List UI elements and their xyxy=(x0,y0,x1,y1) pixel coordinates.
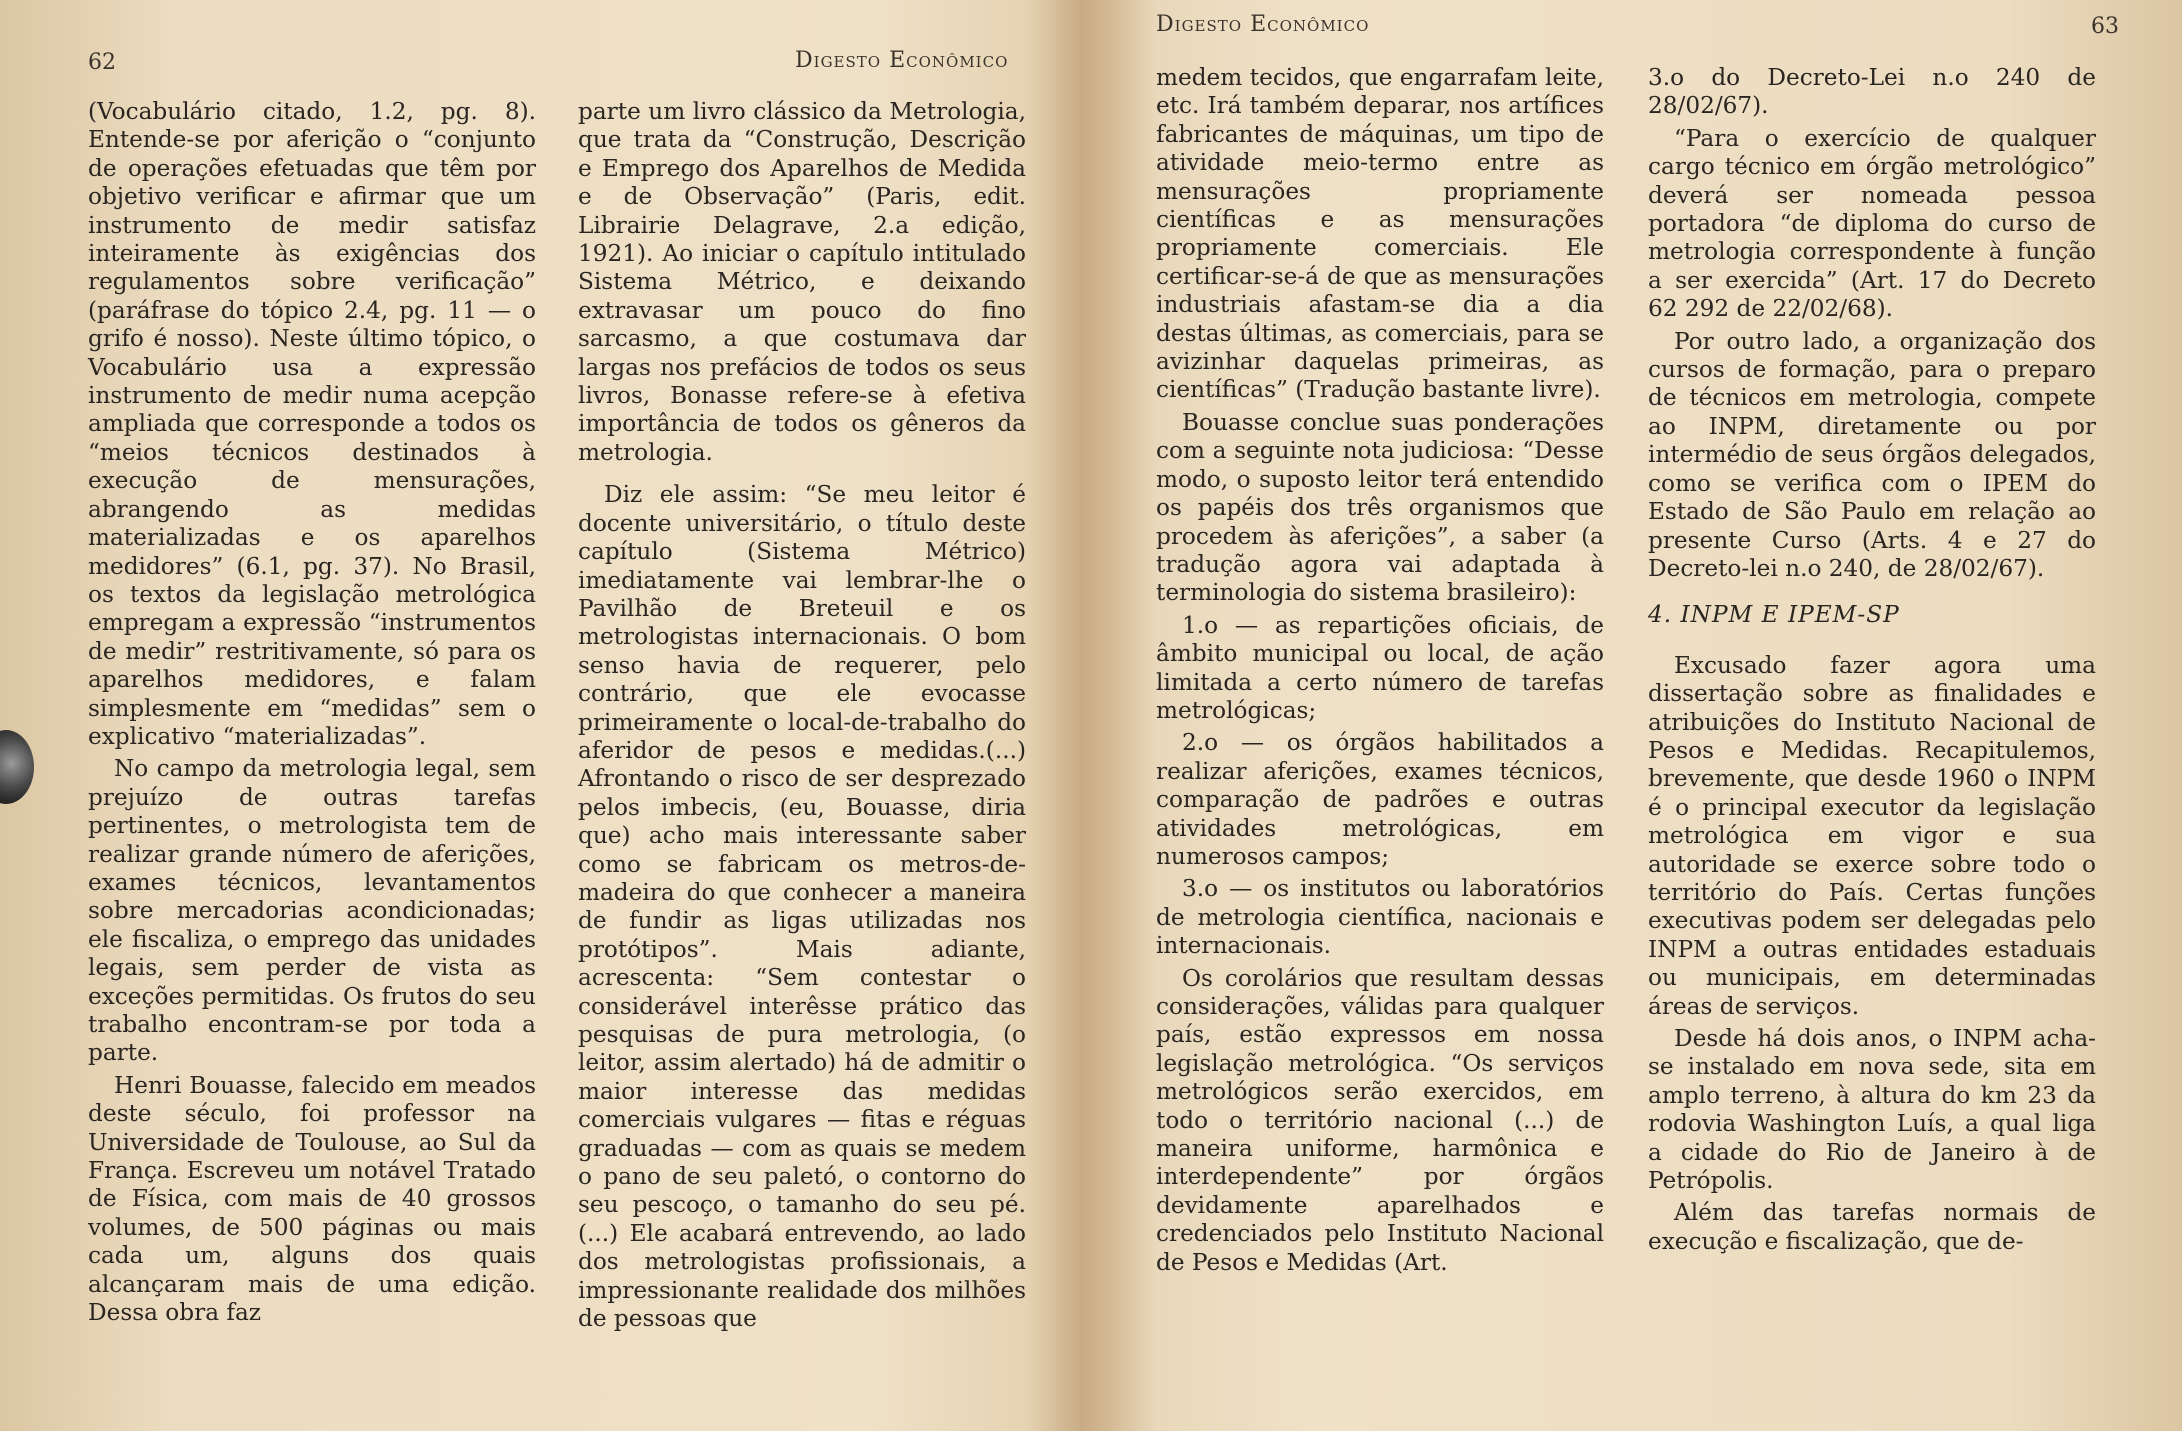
section-heading: 4. INPM E IPEM-SP xyxy=(1648,601,1900,629)
paragraph: No campo da metrologia legal, sem prejuízo de outras tarefas pertinentes, o metrologista tem de realizar grande número de aferições, exames técnicos, levantamentos sobre mercadorias acondicionadas; ele fiscaliza, o emprego das unidades legais, sem perder de vista as exceções permitidas. Os frutos do seu trabalho encontram-se por toda a parte. xyxy=(88,755,536,1067)
binding-ring-icon xyxy=(0,730,34,804)
left-page-column-1 xyxy=(88,98,536,1331)
paragraph: 3.o do Decreto-Lei n.o 240 de 28/02/67). xyxy=(1648,64,2096,120)
left-page-column-2 xyxy=(578,98,1026,1337)
list-item: 2.o — os órgãos habilitados a realizar aferições, exames técnicos, comparação de padrões e outras atividades metrológicas, em numerosos campos; xyxy=(1156,729,1604,870)
paragraph: medem tecidos, que engarrafam leite, etc. Irá também deparar, nos artífices fabricantes de máquinas, um tipo de atividade meio-termo entre as mensurações propriamente científicas e as mensurações propriamente comerciais. Ele certificar-se-á de que as mensurações industriais afastam-se dia a dia destas últimas, as comerciais, para se avizinhar daquelas primeiras, as científicas” (Tradução bastante livre). xyxy=(1156,64,1604,404)
paragraph: parte um livro clássico da Metrologia, que trata da “Construção, Descrição e Emprego dos Aparelhos de Medida e de Observação” (Paris, edit. Librairie Delagrave, 2.a edição, 1921). Ao iniciar o capítulo intitulado Sistema Métrico, e deixando extravasar um pouco do fino sarcasmo, a que costumava dar largas nos prefácios de todos os seus livros, Bonasse refere-se à efetiva importância de todos os gêneros da metrologia. xyxy=(578,98,1026,466)
paragraph: Os corolários que resultam dessas considerações, válidas para qualquer país, estão expressos em nossa legislação metrológica. “Os serviços metrológicos serão exercidos, em todo o território nacional (...) de maneira uniforme, harmônica e interdependente” por órgãos devidamente aparelhados e credenciados pelo Instituto Nacional de Pesos e Medidas (Art. xyxy=(1156,964,1604,1276)
right-page-column-2 xyxy=(1648,64,2096,1260)
paragraph: “Para o exercício de qualquer cargo técnico em órgão metrológico” deverá ser nomeada pessoa portadora “de diploma do curso de metrologia correspondente à função a ser exercida” (Art. 17 do Decreto 62 292 de 22/02/68). xyxy=(1648,124,2096,323)
list-item: 1.o — as repartições oficiais, de âmbito municipal ou local, de ação limitada a certo número de tarefas metrológicas; xyxy=(1156,611,1604,724)
paragraph: Além das tarefas normais de execução e fiscalização, que de- xyxy=(1648,1199,2096,1255)
right-page xyxy=(1091,0,2182,1431)
right-page-column-1 xyxy=(1156,64,1604,1281)
page-number-left: 62 xyxy=(88,50,116,75)
paragraph: Desde há dois anos, o INPM acha-se instalado em nova sede, sita em amplo terreno, à altura do km 23 da rodovia Washington Luís, a qual liga a cidade do Rio de Janeiro à de Petrópolis. xyxy=(1648,1025,2096,1195)
list-item: 3.o — os institutos ou laboratórios de metrologia científica, nacionais e internacionais. xyxy=(1156,875,1604,960)
page-number-right: 63 xyxy=(2091,14,2119,39)
paragraph: (Vocabulário citado, 1.2, pg. 8). Entende-se por aferição o “conjunto de operações efetuadas que têm por objetivo verificar e afirmar que um instrumento de medir satisfaz inteiramente às exigências dos regulamentos sobre verificação” (paráfrase do tópico 2.4, pg. 11 — o grifo é nosso). Neste último tópico, o Vocabulário usa a expressão instrumento de medir numa acepção ampliada que corresponde a todos os “meios técnicos destinados à execução de mensurações, abrangendo as medidas materializadas e os aparelhos medidores” (6.1, pg. 37). No Brasil, os textos da legislação metrológica empregam a expressão “instrumentos de medir” restritivamente, só para os aparelhos medidores, e falam simplesmente em “medidas” sem o explicativo “materializadas”. xyxy=(88,98,536,750)
running-header-left: Digesto Econômico xyxy=(795,48,1009,73)
paragraph: Bouasse conclue suas ponderações com a seguinte nota judiciosa: “Desse modo, o suposto leitor terá entendido os papéis dos três organismos que procedem às aferições”, a saber (a tradução agora vai adaptada à terminologia do sistema brasileiro): xyxy=(1156,408,1604,607)
paragraph: Por outro lado, a organização dos cursos de formação, para o preparo de técnicos em metrologia, compete ao INPM, diretamente ou por intermédio de seus órgãos delegados, como se verifica com o IPEM do Estado de São Paulo em relação ao presente Curso (Arts. 4 e 27 do Decreto-lei n.o 240, de 28/02/67). xyxy=(1648,327,2096,582)
paragraph: Excusado fazer agora uma dissertação sobre as finalidades e atribuições do Instituto Nacional de Pesos e Medidas. Recapitulemos, brevemente, que desde 1960 o INPM é o principal executor da legislação metrológica em vigor e sua autoridade se exerce sobre todo o território do País. Certas funções executivas podem ser delegadas pelo INPM a outras entidades estaduais ou municipais, em determinadas áreas de serviços. xyxy=(1648,651,2096,1020)
running-header-right: Digesto Econômico xyxy=(1156,12,1370,37)
paragraph: Diz ele assim: “Se meu leitor é docente universitário, o título deste capítulo (Sistema Métrico) imediatamente vai lembrar-lhe o Pavilhão de Breteuil e os metrologistas internacionais. O bom senso havia de requerer, pelo contrário, que ele evocasse primeiramente o local-de-trabalho do aferidor de pesos e medidas.(...) Afrontando o risco de ser desprezado pelos imbecis, (eu, Bouasse, diria que) acho mais interessante saber como se fabricam os metros-de-madeira do que conhecer a maneira de fundir as ligas utilizadas nos protótipos”. Mais adiante, acrescenta: “Sem contestar o considerável interêsse prático das pesquisas de pura metrologia, (o leitor, assim alertado) há de admitir o maior interesse das medidas comerciais vulgares — fitas e réguas graduadas — com as quais se medem o pano de seu paletó, o contorno do seu pescoço, o tamanho do seu pé. (...) Ele acabará entrevendo, ao lado dos metrologistas profissionais, a impressionante realidade dos milhões de pessoas que xyxy=(578,481,1026,1333)
paragraph: Henri Bouasse, falecido em meados deste século, foi professor na Universidade de Toulouse, ao Sul da França. Escreveu um notável Tratado de Física, com mais de 40 grossos volumes, de 500 páginas ou mais cada um, alguns dos quais alcançaram mais de uma edição. Dessa obra faz xyxy=(88,1071,536,1327)
